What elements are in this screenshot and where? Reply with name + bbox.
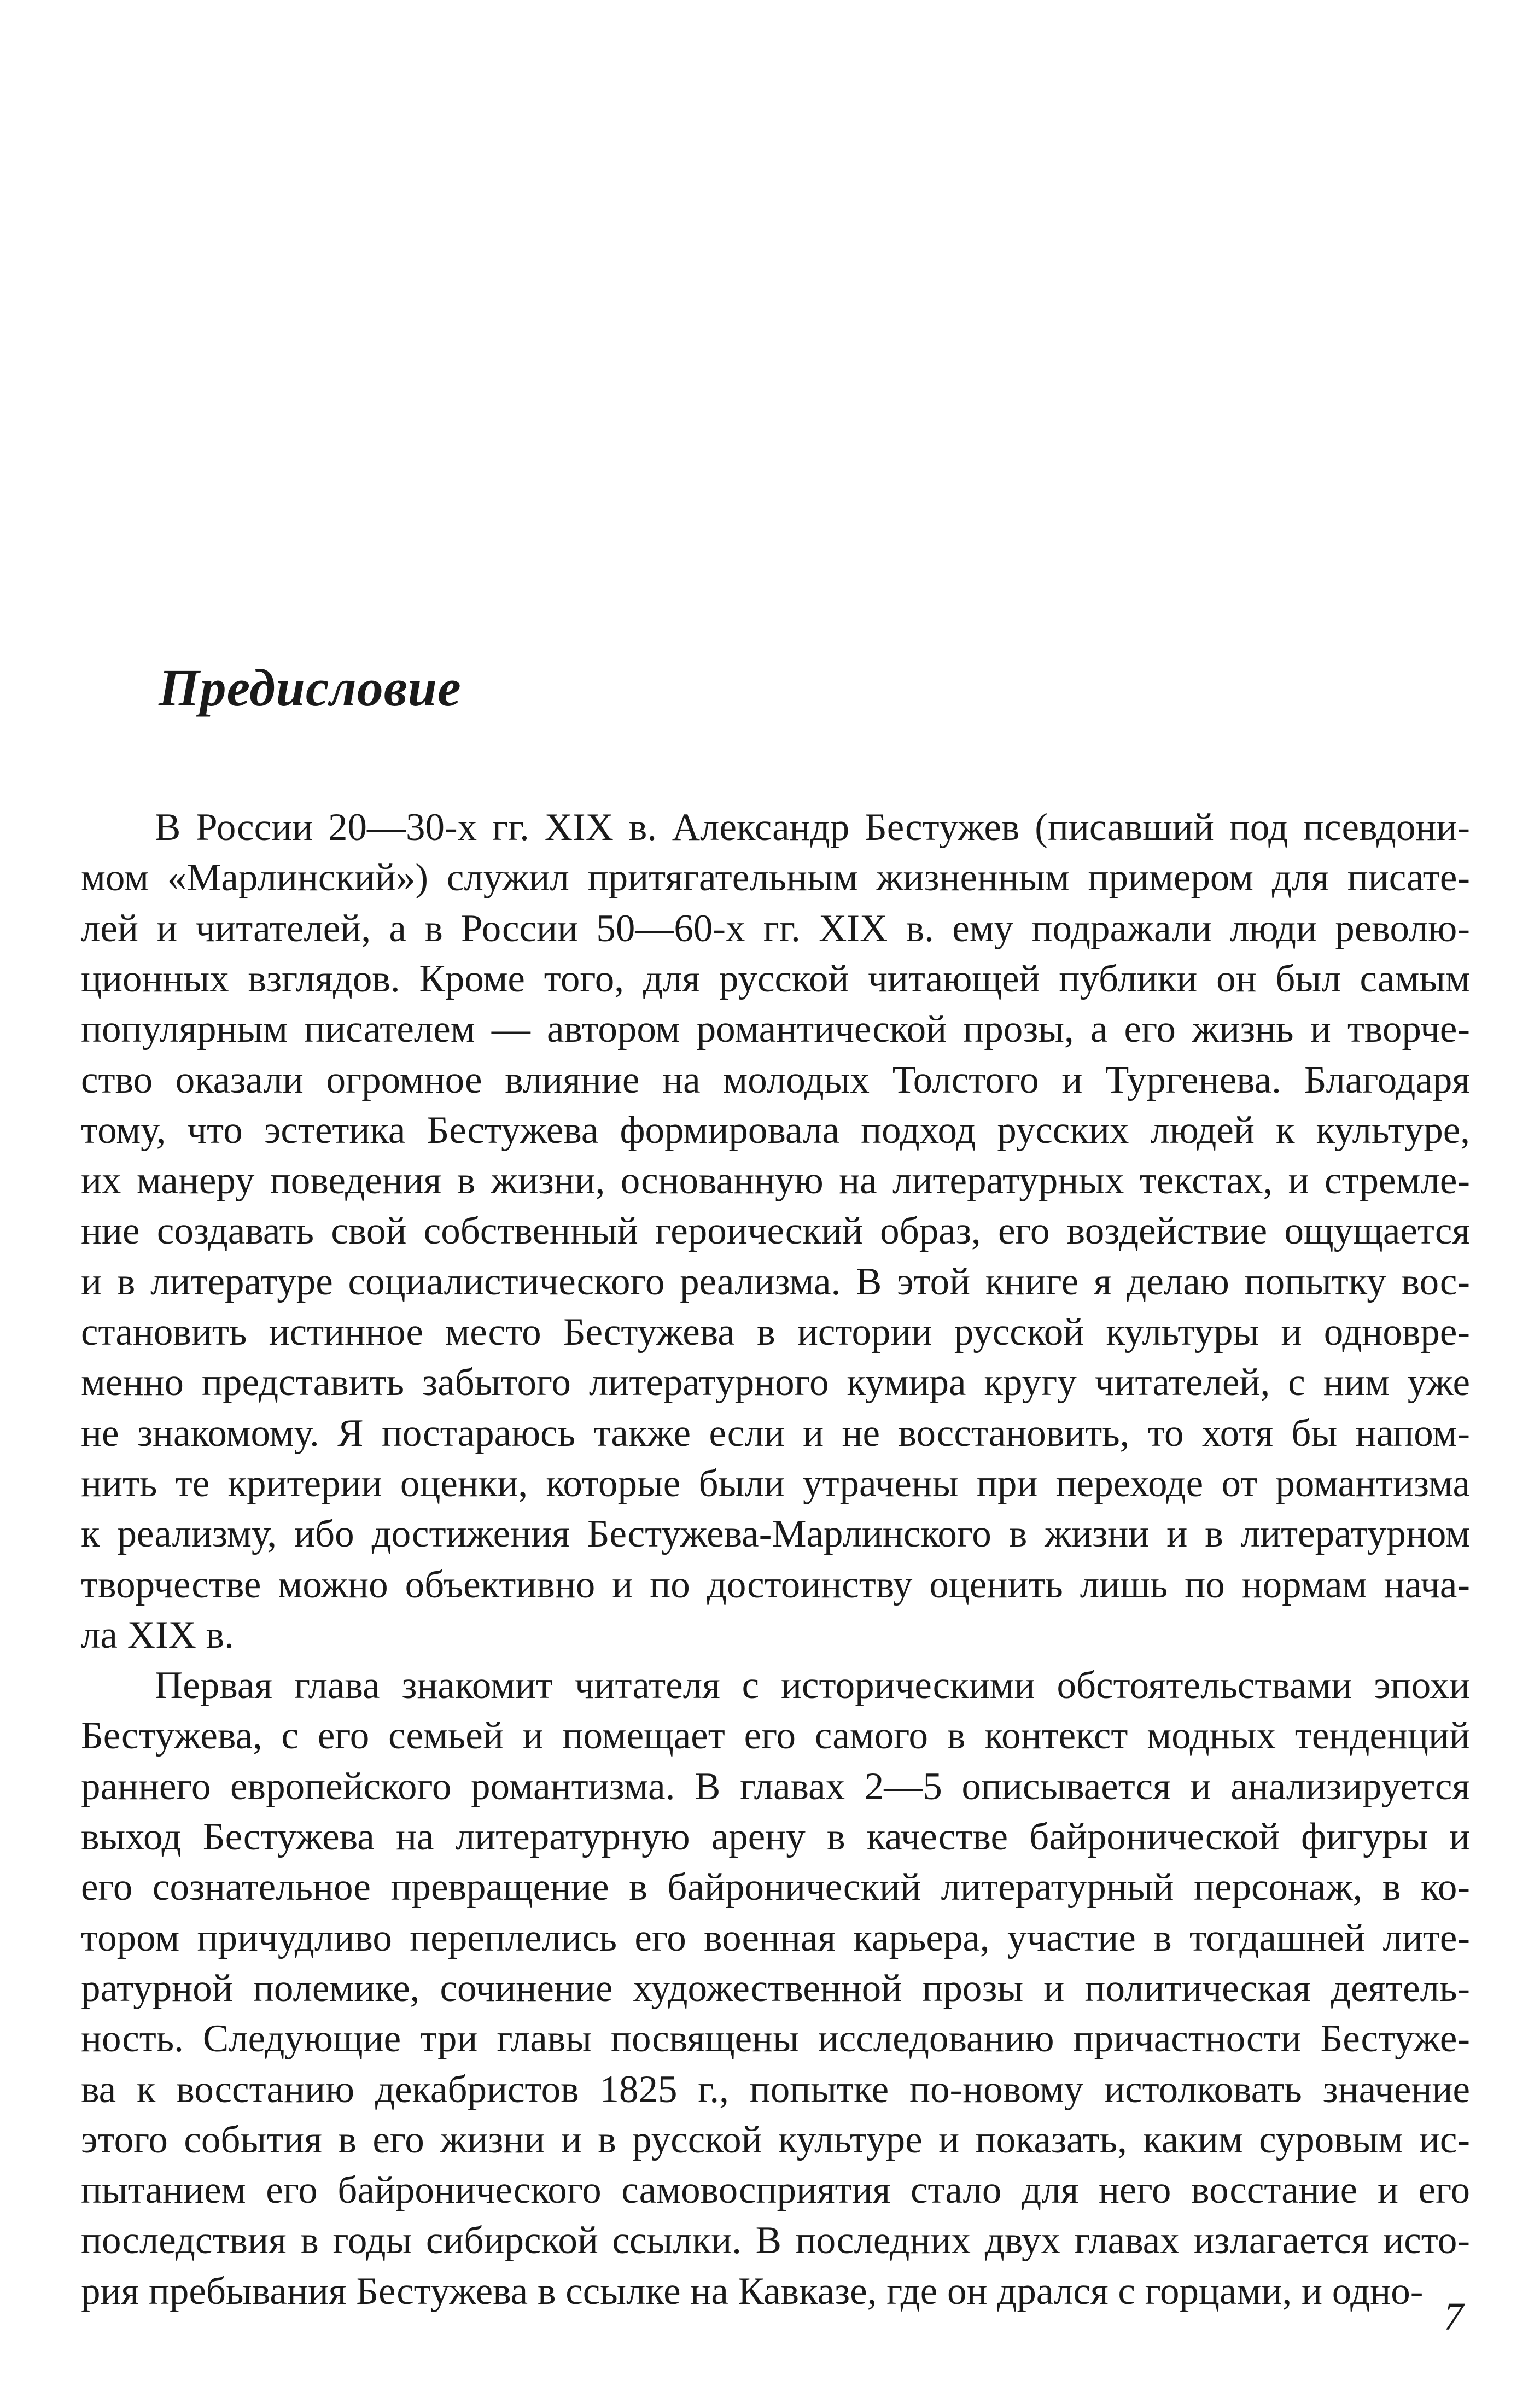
text-line: их манеру поведения в жизни, основанную на литературных текстах, и стремле- bbox=[81, 1159, 1470, 1202]
text-line: тому, что эстетика Бестужева формировала подход русских людей к культуре, bbox=[81, 1109, 1470, 1152]
text-line: рия пребывания Бестужева в ссылке на Кавказе, где он дрался с горцами, и одно- bbox=[81, 2270, 1424, 2313]
text-line: тором причудливо переплелись его военная карьера, участие в тогдашней лите- bbox=[81, 1917, 1470, 1959]
text-line: нить те критерии оценки, которые были утрачены при переходе от романтизма bbox=[81, 1462, 1470, 1505]
page-number: 7 bbox=[1444, 2295, 1463, 2338]
text-line: его сознательное превращение в байронический литературный персонаж, в ко- bbox=[81, 1866, 1470, 1909]
text-line: Бестужева, с его семьей и помещает его самого в контекст модных тенденций bbox=[81, 1714, 1470, 1757]
text-line: ние создавать свой собственный героический образ, его воздействие ощущается bbox=[81, 1210, 1470, 1252]
text-line: и в литературе социалистического реализма. В этой книге я делаю попытку вос- bbox=[81, 1261, 1470, 1303]
text-line: ционных взглядов. Кроме того, для русской читающей публики он был самым bbox=[81, 958, 1470, 1000]
text-line: лей и читателей, а в России 50—60-х гг. XIX в. ему подражали люди револю- bbox=[81, 907, 1470, 950]
text-line: мом «Марлинский») служил притягательным жизненным примером для писате- bbox=[81, 856, 1470, 899]
text-line: пытанием его байронического самовосприятия стало для него восстание и его bbox=[81, 2169, 1470, 2212]
text-line: ратурной полемике, сочинение художественной прозы и политическая деятель- bbox=[81, 1967, 1470, 2010]
text-line: ность. Следующие три главы посвящены исследованию причастности Бестуже- bbox=[81, 2017, 1470, 2060]
text-line: не знакомому. Я постараюсь также если и не восстановить, то хотя бы напом- bbox=[81, 1412, 1470, 1455]
text-line: раннего европейского романтизма. В главах 2—5 описывается и анализируется bbox=[81, 1765, 1470, 1808]
text-line: творчестве можно объективно и по достоинству оценить лишь по нормам нача- bbox=[81, 1563, 1470, 1606]
text-line: ва к восстанию декабристов 1825 г., попытке по-новому истолковать значение bbox=[81, 2068, 1470, 2111]
text-line: ство оказали огромное влияние на молодых Толстого и Тургенева. Благодаря bbox=[81, 1059, 1470, 1101]
text-line: становить истинное место Бестужева в истории русской культуры и одновре- bbox=[81, 1311, 1470, 1353]
text-line: Первая глава знакомит читателя с историческими обстоятельствами эпохи bbox=[155, 1664, 1470, 1707]
text-line: менно представить забытого литературного кумира кругу читателей, с ним уже bbox=[81, 1361, 1470, 1404]
text-line: популярным писателем — автором романтической прозы, а его жизнь и творче- bbox=[81, 1008, 1470, 1051]
text-line: ла XIX в. bbox=[81, 1614, 234, 1656]
text-line: выход Бестужева на литературную арену в качестве байронической фигуры и bbox=[81, 1816, 1470, 1858]
text-line: к реализму, ибо достижения Бестужева-Марлинского в жизни и в литературном bbox=[81, 1513, 1470, 1555]
text-line: последствия в годы сибирской ссылки. В последних двух главах излагается исто- bbox=[81, 2219, 1470, 2262]
text-line: этого события в его жизни и в русской культуре и показать, каким суровым ис- bbox=[81, 2119, 1470, 2161]
text-line: В России 20—30-х гг. XIX в. Александр Бестужев (писавший под псевдони- bbox=[155, 806, 1470, 849]
page-heading: Предисловие bbox=[159, 658, 462, 717]
